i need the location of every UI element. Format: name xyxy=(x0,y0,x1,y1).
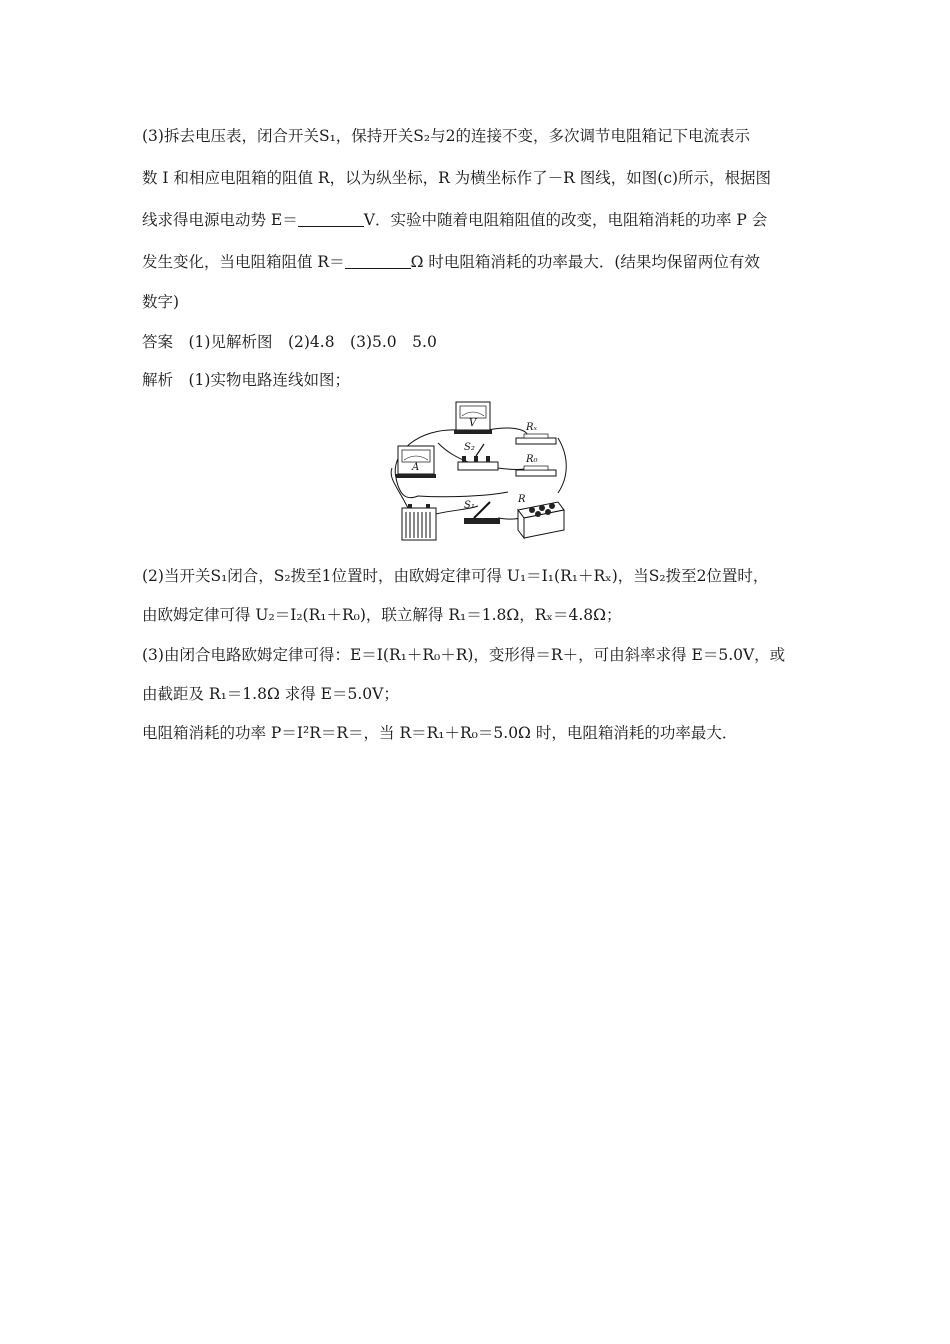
question-line-4 xyxy=(142,252,760,272)
question-line-3 xyxy=(142,210,767,230)
switch2-icon xyxy=(458,442,498,470)
resistance-box-icon xyxy=(517,494,564,538)
answer-blank-emf xyxy=(298,211,364,227)
question-line-1: (3)拆去电压表，闭合开关S₁，保持开关S₂与2的连接不变，多次调节电阻箱记下电流表示 xyxy=(142,127,750,145)
voltmeter-icon xyxy=(454,402,492,434)
switch2-label: S₂ xyxy=(464,442,475,453)
ammeter-icon xyxy=(396,446,436,478)
switch1-icon xyxy=(464,500,500,524)
voltmeter-label: V xyxy=(469,418,477,429)
analysis-line-4: (3)由闭合电路欧姆定律可得：E＝I(R₁＋R₀＋R)，变形得＝R＋，可由斜率求得 E＝5.0V，或 xyxy=(142,646,786,664)
wire-middle xyxy=(418,492,508,497)
question-line-2: 数 I 和相应电阻箱的阻值 R，以为纵坐标，R 为横坐标作了－R 图线，如图(c)所示，根据图 xyxy=(142,169,772,187)
answer-blank-resistance xyxy=(345,253,411,269)
question-line-4-start: 发生变化，当电阻箱阻值 R＝ xyxy=(142,253,345,271)
question-line-5: 数字) xyxy=(142,293,180,311)
answer-line: 答案 (1)见解析图 (2)4.8 (3)5.0 5.0 xyxy=(142,333,437,351)
circuit-figure xyxy=(388,398,570,550)
wire-right xyxy=(558,438,566,493)
analysis-line-2: (2)当开关S₁闭合，S₂拨至1位置时，由欧姆定律可得 U₁＝I₁(R₁＋Rₓ)，当S₂拨至2位置时， xyxy=(142,567,769,585)
wire-right-top xyxy=(488,428,528,436)
resistor-r0-icon xyxy=(516,454,556,476)
analysis-line-6: 电阻箱消耗的功率 P＝I²R＝R＝，当 R＝R₁＋R₀＝5.0Ω 时，电阻箱消耗的功率最大． xyxy=(142,724,738,742)
wire-s2 xyxy=(498,468,528,470)
resistor-rx-icon xyxy=(516,422,556,444)
analysis-line-3: 由欧姆定律可得 U₂＝I₂(R₁＋R₀)，联立解得 R₁＝1.8Ω，Rₓ＝4.8Ω； xyxy=(142,606,622,624)
r-label: R xyxy=(518,494,526,505)
rx-label: Rₓ xyxy=(526,422,538,433)
analysis-line-5: 由截距及 R₁＝1.8Ω 求得 E＝5.0V； xyxy=(142,685,399,703)
analysis-line-1: 解析 (1)实物电路连线如图； xyxy=(142,371,350,389)
question-line-3-end: V．实验中随着电阻箱阻值的改变，电阻箱消耗的功率 P 会 xyxy=(363,211,768,229)
switch1-label: S₁ xyxy=(464,500,475,511)
battery-icon xyxy=(402,504,436,540)
question-line-4-end: Ω 时电阻箱消耗的功率最大．(结果均保留两位有效 xyxy=(410,253,760,271)
ammeter-label: A xyxy=(412,462,420,473)
r0-label: R₀ xyxy=(526,454,538,465)
question-line-3-start: 线求得电源电动势 E＝ xyxy=(142,211,298,229)
